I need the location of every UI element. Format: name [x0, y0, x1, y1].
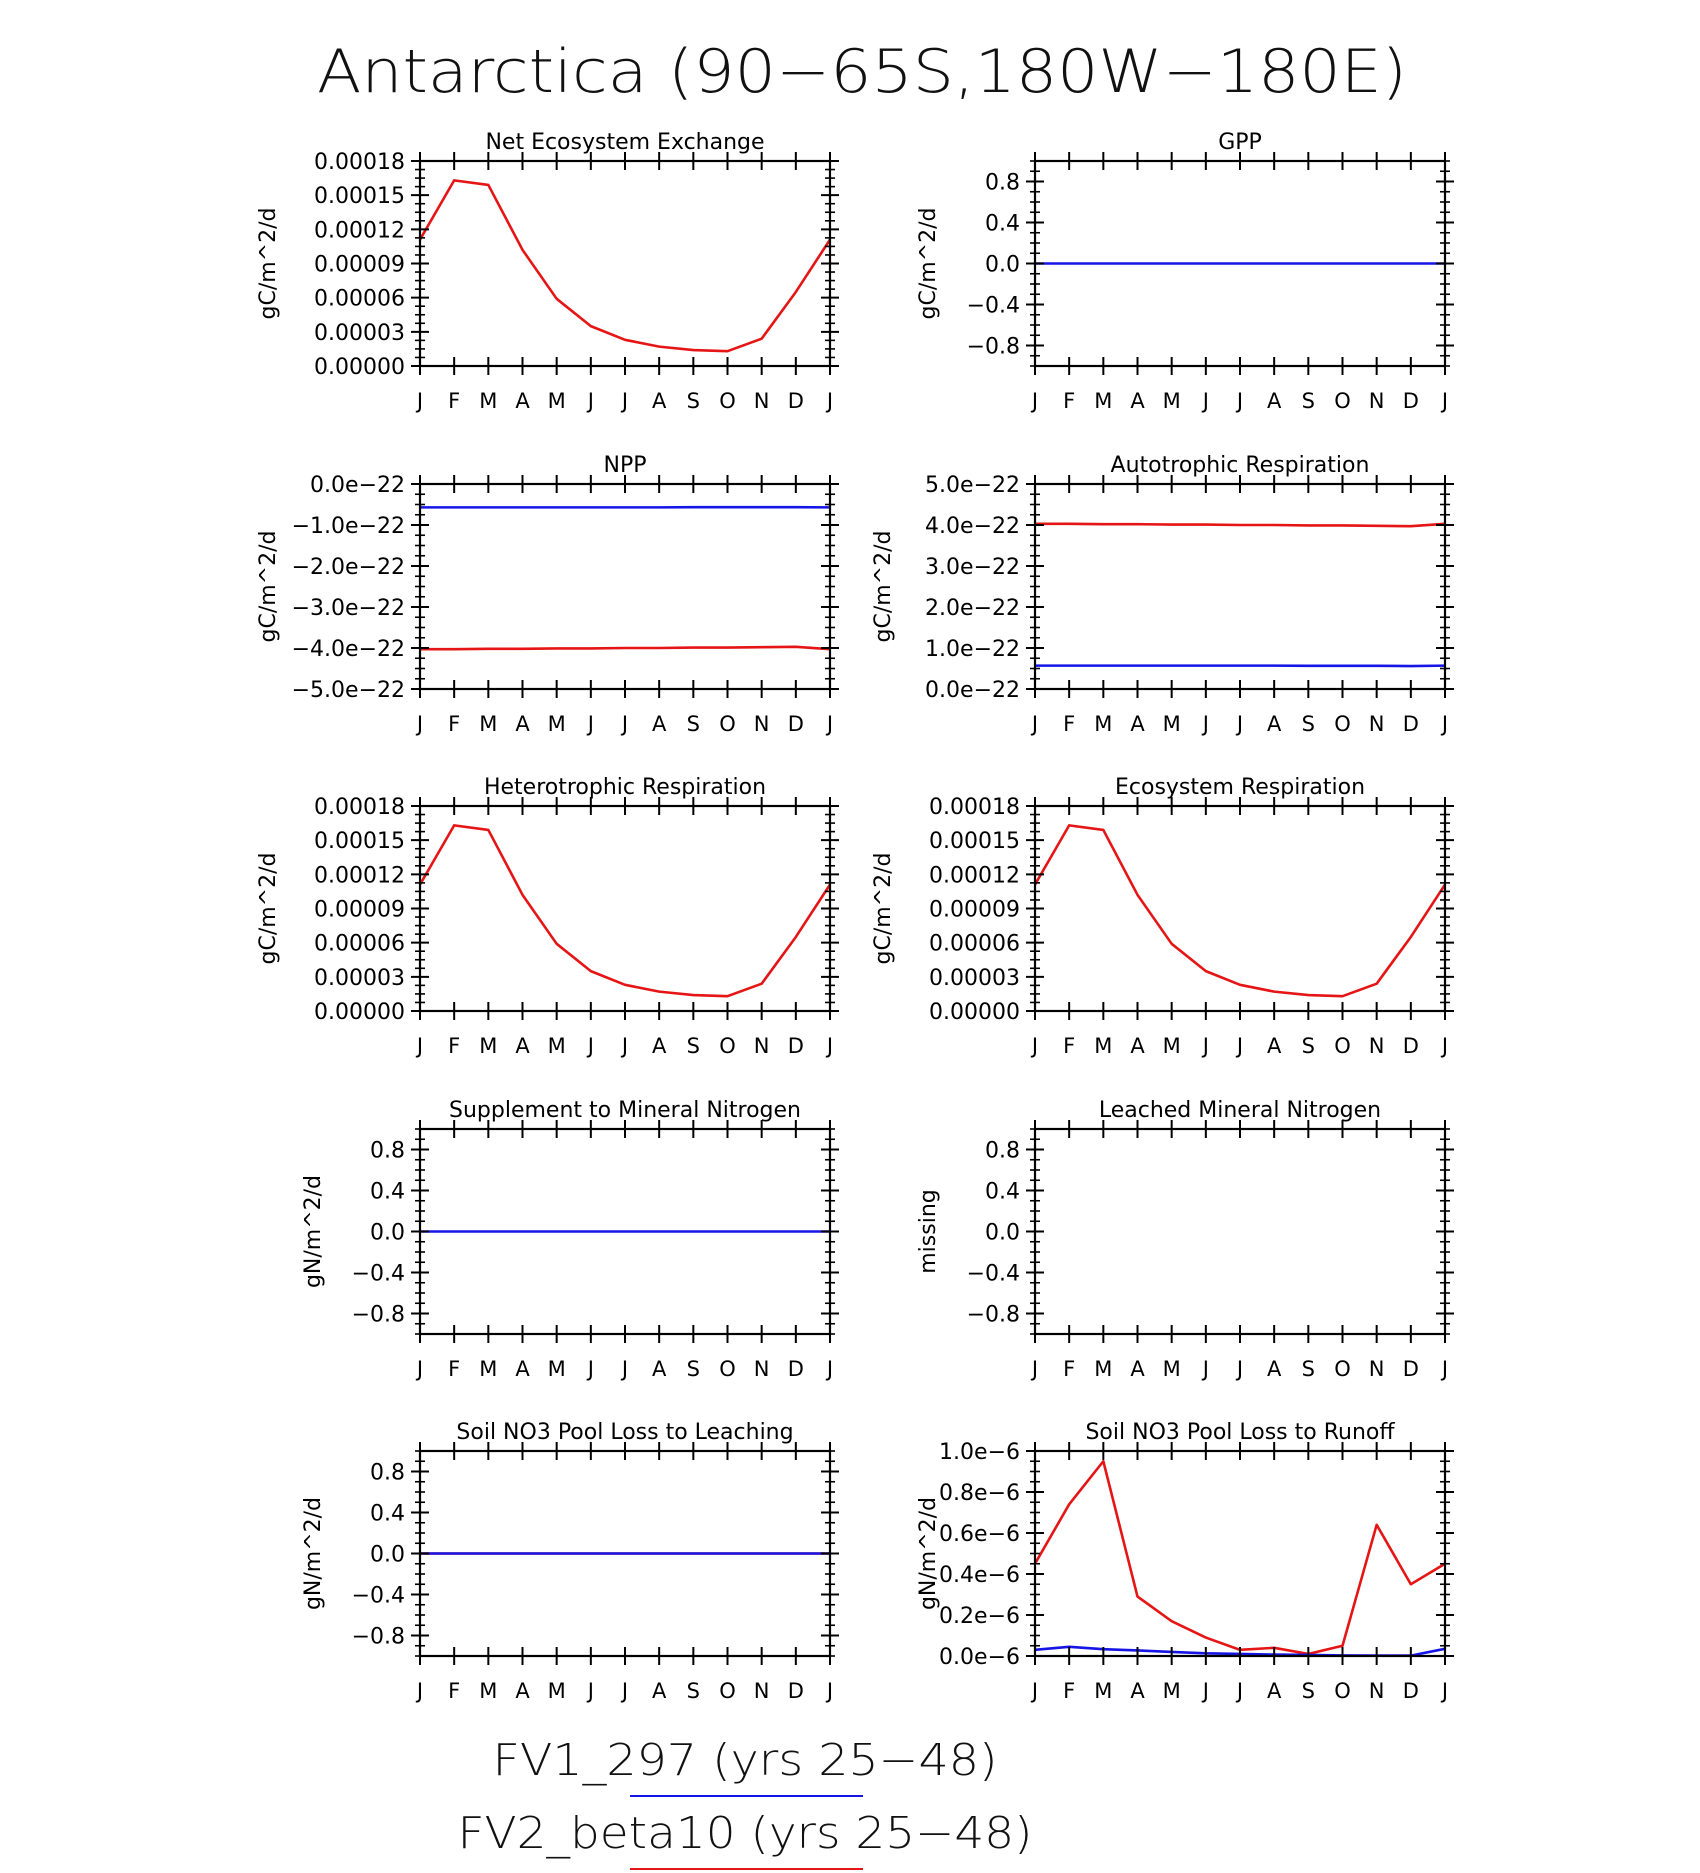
x-tick-label: N	[753, 1679, 770, 1703]
x-tick-label: A	[1130, 1679, 1145, 1703]
x-tick-label: D	[787, 712, 804, 736]
x-tick-label: F	[448, 712, 461, 736]
x-tick-label: J	[1202, 1357, 1209, 1381]
x-tick-label: A	[515, 712, 530, 736]
y-tick-label: 0.00015	[929, 829, 1020, 855]
x-tick-label: J	[1236, 389, 1244, 413]
x-tick-label: O	[719, 712, 736, 736]
x-tick-label: J	[621, 1357, 629, 1381]
x-tick-label: M	[547, 389, 566, 413]
x-tick-label: J	[1202, 1679, 1209, 1703]
y-tick-label: 0.0e−22	[925, 678, 1020, 703]
x-tick-label: N	[1368, 1679, 1385, 1703]
x-tick-label: D	[1402, 712, 1419, 736]
x-tick-label: D	[787, 1357, 804, 1381]
y-tick-label: 0.00000	[314, 1000, 405, 1025]
panel-soil-no3-pool-loss-to-runoff	[916, 1420, 1454, 1703]
x-tick-label: J	[587, 1679, 594, 1703]
series-line-red	[1035, 1461, 1445, 1654]
x-tick-label: J	[1031, 1357, 1039, 1381]
x-tick-label: J	[416, 1679, 424, 1703]
y-tick-label: 0.00000	[314, 355, 405, 380]
y-tick-label: 0.8e−6	[939, 1481, 1020, 1506]
y-tick-label: 0.00009	[314, 252, 405, 278]
x-tick-label: F	[448, 1357, 461, 1381]
x-tick-label: A	[651, 1357, 667, 1381]
x-tick-label: A	[1130, 389, 1145, 413]
series-line-red	[1035, 825, 1445, 996]
y-axis-label: gN/m^2/d	[301, 1174, 326, 1289]
x-tick-label: D	[787, 389, 804, 413]
x-tick-label: M	[1162, 1357, 1181, 1381]
y-tick-label: 0.4	[370, 1179, 405, 1205]
y-tick-label: −0.8	[351, 1624, 405, 1650]
x-tick-label: J	[416, 1357, 424, 1381]
y-axis-label: gC/m^2/d	[256, 530, 281, 643]
x-tick-label: A	[515, 1357, 530, 1381]
plot-frame	[420, 806, 830, 1011]
y-axis-label: gC/m^2/d	[256, 207, 281, 320]
panel-soil-no3-pool-loss-to-leaching	[301, 1420, 839, 1703]
x-tick-label: F	[1063, 712, 1076, 736]
x-tick-label: A	[515, 1679, 530, 1703]
x-tick-label: S	[686, 1679, 701, 1703]
y-tick-label: 0.0e−6	[939, 1645, 1020, 1670]
x-tick-label: F	[448, 1679, 461, 1703]
y-axis-label: gN/m^2/d	[916, 1496, 941, 1611]
x-tick-label: J	[587, 712, 594, 736]
x-tick-label: O	[719, 1034, 736, 1058]
x-tick-label: A	[651, 712, 667, 736]
y-tick-label: 1.0e−6	[939, 1440, 1020, 1465]
y-tick-label: 0.8	[370, 1460, 405, 1486]
y-tick-label: 0.8	[985, 170, 1020, 196]
x-tick-label: O	[1334, 1357, 1351, 1381]
y-tick-label: 0.0	[370, 1220, 405, 1246]
x-tick-label: J	[621, 389, 629, 413]
x-tick-label: F	[1063, 1357, 1076, 1381]
y-axis-label: gC/m^2/d	[256, 852, 281, 965]
x-tick-label: O	[1334, 389, 1351, 413]
y-tick-label: 5.0e−22	[925, 473, 1020, 498]
x-tick-label: M	[547, 1357, 566, 1381]
x-tick-label: A	[1266, 1679, 1282, 1703]
x-tick-label: M	[547, 712, 566, 736]
x-tick-label: J	[826, 389, 834, 413]
panel-leached-mineral-nitrogen	[916, 1098, 1454, 1381]
y-tick-label: 0.00000	[929, 1000, 1020, 1025]
x-tick-label: O	[719, 1357, 736, 1381]
y-tick-label: −0.8	[351, 1302, 405, 1328]
x-tick-label: J	[621, 1034, 629, 1058]
y-tick-label: 0.00018	[314, 795, 405, 820]
x-tick-label: D	[1402, 1679, 1419, 1703]
x-tick-label: S	[686, 389, 701, 413]
y-tick-label: −5.0e−22	[291, 678, 405, 703]
panel-net-ecosystem-exchange	[256, 130, 839, 413]
x-tick-label: J	[826, 1357, 834, 1381]
x-tick-label: J	[587, 1034, 594, 1058]
y-tick-label: 0.00012	[314, 863, 405, 889]
panel-title: Soil NO3 Pool Loss to Runoff	[1085, 1420, 1395, 1445]
x-tick-label: M	[479, 712, 498, 736]
legend	[458, 1735, 1033, 1869]
panel-gpp	[916, 130, 1454, 413]
legend-label-fv2: FV2_beta10 (yrs 25−48)	[457, 1808, 1033, 1859]
x-tick-label: D	[787, 1679, 804, 1703]
x-tick-label: D	[1402, 1357, 1419, 1381]
y-tick-label: −0.8	[966, 1302, 1020, 1328]
x-tick-label: M	[479, 1034, 498, 1058]
x-tick-label: N	[753, 712, 770, 736]
x-tick-label: N	[753, 389, 770, 413]
panel-title: Supplement to Mineral Nitrogen	[449, 1098, 801, 1123]
x-tick-label: M	[1094, 712, 1113, 736]
y-tick-label: 0.8	[370, 1138, 405, 1164]
y-tick-label: 0.4	[985, 1179, 1020, 1205]
y-tick-label: 0.00012	[929, 863, 1020, 889]
y-axis-label: gC/m^2/d	[871, 852, 896, 965]
y-tick-label: 0.00009	[929, 897, 1020, 923]
y-tick-label: 1.0e−22	[925, 637, 1020, 662]
x-tick-label: S	[1301, 1357, 1316, 1381]
y-tick-label: −0.4	[966, 1261, 1020, 1287]
x-tick-label: J	[1236, 1679, 1244, 1703]
x-tick-label: A	[1266, 389, 1282, 413]
x-tick-label: M	[547, 1034, 566, 1058]
y-tick-label: 0.0e−22	[310, 473, 405, 498]
x-tick-label: D	[787, 1034, 804, 1058]
x-tick-label: J	[1236, 1034, 1244, 1058]
y-tick-label: 2.0e−22	[925, 596, 1020, 621]
y-tick-label: −1.0e−22	[291, 514, 405, 539]
y-tick-label: 0.4	[370, 1501, 405, 1527]
x-tick-label: M	[1094, 1357, 1113, 1381]
x-tick-label: S	[1301, 1034, 1316, 1058]
y-axis-label: gC/m^2/d	[871, 530, 896, 643]
x-tick-label: J	[1202, 712, 1209, 736]
y-axis-label: gC/m^2/d	[916, 207, 941, 320]
x-tick-label: F	[1063, 389, 1076, 413]
x-tick-label: O	[1334, 1034, 1351, 1058]
x-tick-label: J	[1441, 1034, 1449, 1058]
plot-frame	[420, 161, 830, 366]
x-tick-label: J	[416, 1034, 424, 1058]
x-tick-label: M	[1162, 1679, 1181, 1703]
plot-frame	[1035, 1451, 1445, 1656]
x-tick-label: J	[1031, 1679, 1039, 1703]
y-tick-label: −2.0e−22	[291, 555, 405, 580]
x-tick-label: M	[1162, 1034, 1181, 1058]
x-tick-label: S	[686, 1357, 701, 1381]
y-tick-label: 0.00018	[929, 795, 1020, 820]
y-axis-label: gN/m^2/d	[301, 1496, 326, 1611]
y-tick-label: 0.0	[985, 252, 1020, 278]
y-tick-label: 0.8	[985, 1138, 1020, 1164]
plot-frame	[420, 484, 830, 689]
x-tick-label: S	[686, 712, 701, 736]
panel-title: Leached Mineral Nitrogen	[1098, 1098, 1382, 1123]
panel-autotrophic-respiration	[871, 453, 1454, 736]
x-tick-label: O	[719, 1679, 736, 1703]
y-tick-label: 0.4	[985, 211, 1020, 237]
panel-supplement-to-mineral-nitrogen	[301, 1098, 839, 1381]
y-tick-label: 0.00012	[314, 218, 405, 244]
x-tick-label: M	[1094, 1034, 1113, 1058]
x-tick-label: J	[1441, 1679, 1449, 1703]
x-tick-label: M	[1094, 1679, 1113, 1703]
x-tick-label: A	[651, 389, 667, 413]
x-tick-label: J	[826, 1679, 834, 1703]
x-tick-label: J	[826, 712, 834, 736]
x-tick-label: J	[1031, 1034, 1039, 1058]
x-tick-label: N	[1368, 1034, 1385, 1058]
x-tick-label: A	[1266, 1357, 1282, 1381]
x-tick-label: J	[826, 1034, 834, 1058]
x-tick-label: O	[1334, 712, 1351, 736]
y-tick-label: 0.4e−6	[939, 1563, 1020, 1588]
x-tick-label: J	[621, 1679, 629, 1703]
x-tick-label: J	[1236, 712, 1244, 736]
panel-title: Autotrophic Respiration	[1110, 453, 1370, 478]
plot-frame	[1035, 1129, 1445, 1334]
x-tick-label: A	[1266, 1034, 1282, 1058]
panel-title: Ecosystem Respiration	[1114, 775, 1366, 800]
plot-frame	[1035, 484, 1445, 689]
x-tick-label: F	[1063, 1679, 1076, 1703]
y-tick-label: 4.0e−22	[925, 514, 1020, 539]
x-tick-label: J	[587, 1357, 594, 1381]
x-tick-label: N	[753, 1034, 770, 1058]
y-tick-label: −0.8	[966, 334, 1020, 360]
y-tick-label: −4.0e−22	[291, 637, 405, 662]
panel-title: NPP	[603, 453, 647, 478]
y-tick-label: 0.00015	[314, 184, 405, 210]
panel-heterotrophic-respiration	[256, 775, 839, 1058]
x-tick-label: M	[479, 389, 498, 413]
y-tick-label: 0.2e−6	[939, 1604, 1020, 1629]
x-tick-label: J	[416, 389, 424, 413]
y-axis-label: missing	[916, 1189, 941, 1274]
x-tick-label: M	[479, 1679, 498, 1703]
x-tick-label: N	[1368, 1357, 1385, 1381]
x-tick-label: A	[651, 1679, 667, 1703]
x-tick-label: A	[515, 1034, 530, 1058]
x-tick-label: O	[1334, 1679, 1351, 1703]
plot-frame	[1035, 806, 1445, 1011]
y-tick-label: −3.0e−22	[291, 596, 405, 621]
y-tick-label: 0.00003	[314, 965, 405, 991]
x-tick-label: J	[1031, 712, 1039, 736]
x-tick-label: N	[1368, 712, 1385, 736]
panel-npp	[256, 453, 839, 736]
x-tick-label: N	[753, 1357, 770, 1381]
x-tick-label: A	[1130, 1357, 1145, 1381]
x-tick-label: J	[1236, 1357, 1244, 1381]
panel-title: Heterotrophic Respiration	[483, 775, 767, 800]
y-tick-label: 0.00006	[314, 286, 405, 312]
y-tick-label: 0.00018	[314, 150, 405, 175]
y-tick-label: 3.0e−22	[925, 555, 1020, 580]
panel-ecosystem-respiration	[871, 775, 1454, 1058]
y-tick-label: 0.6e−6	[939, 1522, 1020, 1547]
x-tick-label: A	[1130, 1034, 1145, 1058]
y-tick-label: 0.00015	[314, 829, 405, 855]
x-tick-label: A	[1266, 712, 1282, 736]
x-tick-label: S	[1301, 712, 1316, 736]
x-tick-label: J	[587, 389, 594, 413]
series-line-red	[420, 825, 830, 996]
x-tick-label: M	[547, 1679, 566, 1703]
x-tick-label: O	[719, 389, 736, 413]
x-tick-label: J	[1441, 712, 1449, 736]
x-tick-label: S	[1301, 389, 1316, 413]
y-tick-label: 0.0	[985, 1220, 1020, 1246]
x-tick-label: J	[1031, 389, 1039, 413]
x-tick-label: A	[515, 389, 530, 413]
x-tick-label: S	[686, 1034, 701, 1058]
x-tick-label: M	[1162, 389, 1181, 413]
series-line-red	[420, 180, 830, 351]
x-tick-label: J	[1441, 1357, 1449, 1381]
x-tick-label: F	[448, 1034, 461, 1058]
panel-title: Net Ecosystem Exchange	[485, 130, 765, 155]
y-tick-label: −0.4	[966, 293, 1020, 319]
panel-grid	[256, 130, 1454, 1703]
y-tick-label: 0.00003	[929, 965, 1020, 991]
y-tick-label: 0.0	[370, 1542, 405, 1568]
x-tick-label: J	[1202, 389, 1209, 413]
y-tick-label: −0.4	[351, 1261, 405, 1287]
x-tick-label: F	[1063, 1034, 1076, 1058]
x-tick-label: D	[1402, 389, 1419, 413]
x-tick-label: J	[416, 712, 424, 736]
y-tick-label: 0.00003	[314, 320, 405, 346]
x-tick-label: S	[1301, 1679, 1316, 1703]
y-tick-label: −0.4	[351, 1583, 405, 1609]
y-tick-label: 0.00009	[314, 897, 405, 923]
series-line-red	[420, 647, 830, 649]
x-tick-label: M	[1094, 389, 1113, 413]
figure-title: Antarctica (90−65S,180W−180E)	[317, 37, 1407, 107]
series-line-red	[1035, 524, 1445, 526]
x-tick-label: J	[621, 712, 629, 736]
x-tick-label: A	[1130, 712, 1145, 736]
x-tick-label: J	[1202, 1034, 1209, 1058]
y-tick-label: 0.00006	[929, 931, 1020, 957]
x-tick-label: M	[479, 1357, 498, 1381]
x-tick-label: D	[1402, 1034, 1419, 1058]
x-tick-label: F	[448, 389, 461, 413]
x-tick-label: J	[1441, 389, 1449, 413]
panel-title: GPP	[1218, 130, 1262, 155]
x-tick-label: A	[651, 1034, 667, 1058]
panel-title: Soil NO3 Pool Loss to Leaching	[456, 1420, 794, 1445]
legend-label-fv1: FV1_297 (yrs 25−48)	[492, 1735, 998, 1786]
y-tick-label: 0.00006	[314, 931, 405, 957]
x-tick-label: M	[1162, 712, 1181, 736]
x-tick-label: N	[1368, 389, 1385, 413]
